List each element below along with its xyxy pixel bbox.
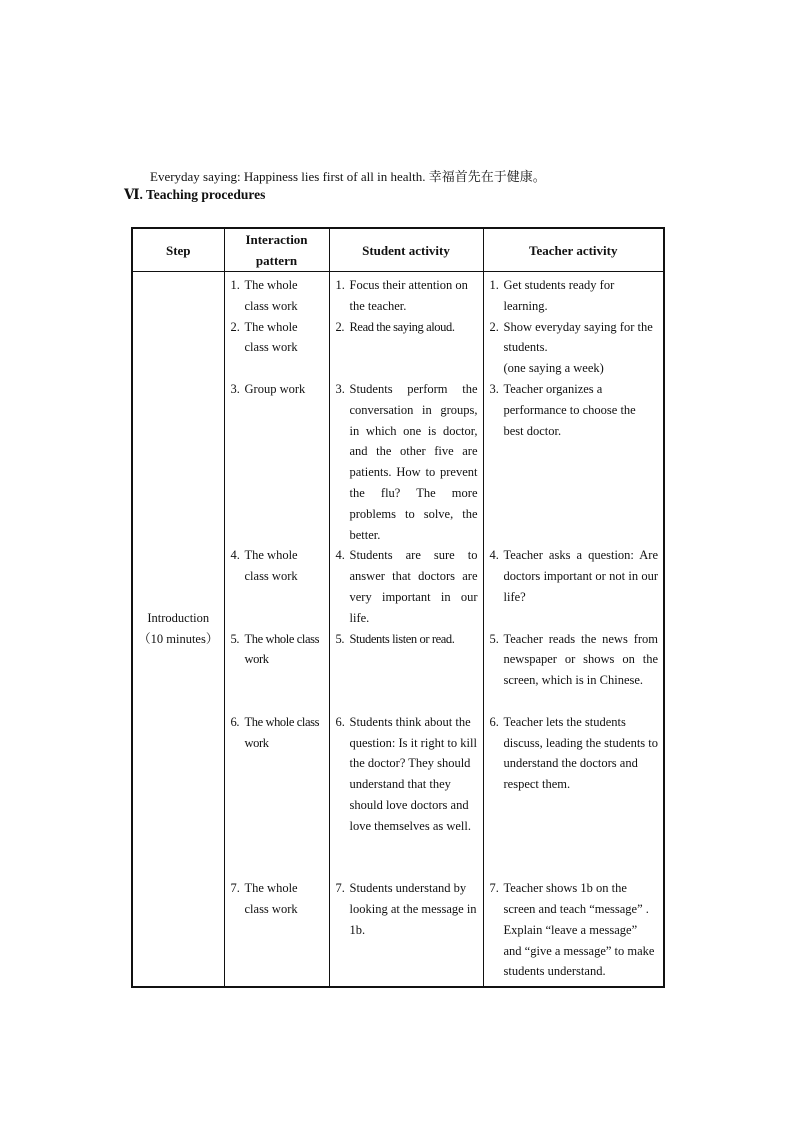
item-number: 4. <box>230 548 240 563</box>
student-activity-item <box>330 275 483 317</box>
item-number: 7. <box>230 881 240 896</box>
item-number: 7. <box>489 881 499 896</box>
teacher-activity-text: Teacher asks a question: Are doctors important or not in our life? <box>503 548 658 604</box>
student-activity-item <box>330 629 483 712</box>
item-number: 5. <box>230 631 240 646</box>
item-number: 4. <box>489 548 499 563</box>
teacher-activity-text: Teacher organizes a performance to choose the best doctor. <box>503 381 636 438</box>
student-activity-item <box>330 712 483 878</box>
student-activity-text: Students understand by looking at the message in 1b. <box>349 881 477 937</box>
teacher-activity-item <box>484 629 664 712</box>
item-number: 5. <box>335 631 345 646</box>
step-name: Introduction <box>147 610 210 625</box>
step-duration: （10 minutes） <box>138 631 219 646</box>
item-number: 6. <box>335 714 345 729</box>
step-cell <box>132 272 224 988</box>
item-number: 1. <box>335 278 345 292</box>
interaction-text: Group work <box>244 381 306 396</box>
interaction-item <box>225 629 329 712</box>
student-activity-cell <box>329 272 483 988</box>
item-number: 7. <box>335 881 345 896</box>
interaction-item <box>225 712 329 878</box>
interaction-cell <box>224 272 329 988</box>
item-number: 5. <box>489 631 499 646</box>
table-header-row <box>132 228 664 272</box>
column-header-interaction: Interaction pattern <box>224 228 329 272</box>
everyday-saying: Everyday saying: Happiness lies first of all in health. 幸福首先在于健康。 <box>150 169 546 184</box>
student-activity-text: Students are sure to answer that doctors are very important in our life. <box>349 548 478 625</box>
student-activity-text: Students listen or read. <box>349 631 455 646</box>
teacher-activity-cell <box>483 272 664 988</box>
item-number: 3. <box>489 381 499 396</box>
section-title: Ⅵ. Teaching procedures <box>124 187 266 202</box>
interaction-text: The whole class work <box>244 881 298 916</box>
interaction-text: The whole class work <box>244 548 298 584</box>
item-number: 2. <box>230 319 240 334</box>
teacher-activity-note: (one saying a week) <box>503 361 604 376</box>
interaction-text: The whole class work <box>244 278 298 313</box>
item-number: 6. <box>489 714 499 729</box>
student-activity-item <box>330 317 483 379</box>
interaction-text: The whole class work <box>244 319 298 355</box>
teacher-activity-text: Teacher shows 1b on the screen and teach “message” . Explain “leave a message” and “give a message” to make students understand. <box>503 881 655 979</box>
interaction-text: The whole class work <box>244 714 320 750</box>
item-number: 2. <box>335 319 345 334</box>
item-number: 2. <box>489 319 499 334</box>
interaction-item <box>225 379 329 545</box>
student-activity-text: Students think about the question: Is it right to kill the doctor? They should understand that they should love doctors and love themselves as well. <box>349 714 477 833</box>
item-number: 1. <box>230 278 240 292</box>
column-header-step: Step <box>132 228 224 272</box>
column-header-student: Student activity <box>329 228 483 272</box>
teacher-activity-item <box>484 712 664 878</box>
item-number: 4. <box>335 548 345 563</box>
item-number: 3. <box>335 381 345 396</box>
teacher-activity-item <box>484 317 664 379</box>
student-activity-text: Students perform the conversation in groups, in which one is doctor, and the other five are patients. How to prevent the flu? The more problems to solve, the better. <box>349 381 478 542</box>
interaction-item <box>225 545 329 628</box>
student-activity-item <box>330 379 483 545</box>
teacher-activity-text: Show everyday saying for the students. <box>503 319 653 355</box>
teacher-activity-item <box>484 878 664 982</box>
student-activity-text: Focus their attention on the teacher. <box>349 278 468 313</box>
student-activity-item <box>330 878 483 982</box>
interaction-item <box>225 878 329 982</box>
interaction-item <box>225 275 329 317</box>
teacher-activity-item <box>484 275 664 317</box>
item-number: 1. <box>489 278 499 292</box>
item-number: 3. <box>230 381 240 396</box>
interaction-text: The whole class work <box>244 631 320 667</box>
student-activity-item <box>330 545 483 628</box>
student-activity-text: Read the saying aloud. <box>349 319 455 334</box>
teacher-activity-item <box>484 379 664 545</box>
teacher-activity-text: Teacher reads the news from newspaper or shows on the screen, which is in Chinese. <box>503 631 658 688</box>
teacher-activity-item <box>484 545 664 628</box>
item-number: 6. <box>230 714 240 729</box>
teacher-activity-text: Teacher lets the students discuss, leading the students to understand the doctors and respect them. <box>503 714 658 792</box>
column-header-teacher: Teacher activity <box>483 228 664 272</box>
interaction-item <box>225 317 329 379</box>
teacher-activity-text: Get students ready for learning. <box>503 278 615 313</box>
table-row <box>132 272 664 988</box>
teaching-procedures-table <box>131 227 665 988</box>
